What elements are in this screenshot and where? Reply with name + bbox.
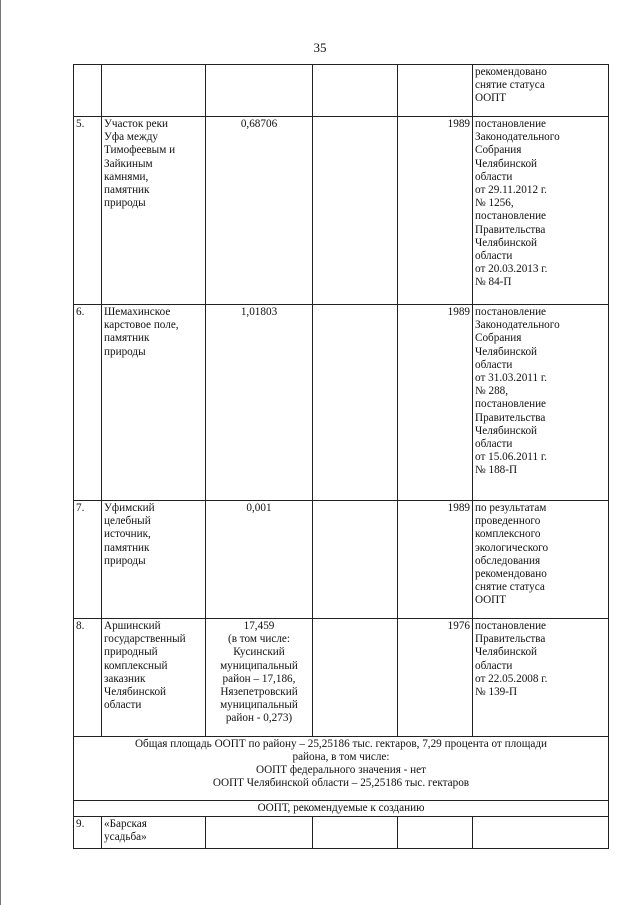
cell-year	[398, 817, 473, 849]
summary-row	[74, 737, 609, 801]
basis-line: рекомендовано	[475, 568, 547, 581]
area-line: 1,01803	[240, 306, 278, 318]
summary-line: района, в том числе:	[292, 751, 390, 763]
cell-num: 9.	[74, 817, 102, 849]
cell-basis	[473, 619, 609, 737]
name-line: области	[104, 699, 142, 712]
name-line: государственный	[104, 633, 186, 646]
cell-num: 8.	[74, 619, 102, 737]
area-line: муниципальный	[220, 659, 298, 672]
name-line: природы	[104, 345, 146, 358]
basis-line: № 288,	[475, 385, 509, 398]
basis-line: ООПТ	[475, 594, 507, 607]
cell-basis	[473, 117, 609, 305]
basis-line: № 1256,	[475, 197, 514, 210]
table-row	[74, 305, 609, 501]
basis-line: области	[475, 438, 513, 451]
cell-year: 1989	[398, 501, 473, 619]
basis-line: области	[475, 170, 513, 183]
basis-line: Челябинской	[475, 424, 538, 437]
basis-line: Правительства	[475, 633, 546, 646]
cell-empty	[313, 117, 398, 305]
cell-year: 1976	[398, 619, 473, 737]
cell-basis	[473, 305, 609, 501]
basis-line: проведенного	[475, 515, 541, 528]
cell-empty	[313, 305, 398, 501]
cell-area	[206, 117, 313, 305]
name-line: источник,	[104, 528, 151, 541]
cell-num: 6.	[74, 305, 102, 501]
basis-line: Законодательного	[475, 131, 560, 144]
cell-num: 5.	[74, 117, 102, 305]
basis-line: постановление	[475, 210, 547, 223]
summary-line: ООПТ федерального значения - нет	[255, 764, 426, 776]
basis-line: Челябинской	[475, 646, 538, 659]
name-line: природы	[104, 197, 146, 210]
basis-line: постановление	[475, 398, 547, 411]
table-row-continuation	[74, 65, 609, 117]
name-line: Челябинской	[104, 686, 167, 699]
basis-line: Челябинской	[475, 157, 538, 170]
basis-line: области	[475, 659, 513, 672]
basis-line: № 139-П	[475, 686, 518, 699]
cell-basis	[473, 817, 609, 849]
cell-empty	[313, 501, 398, 619]
cell-area	[206, 65, 313, 117]
basis-line: ООПТ	[475, 92, 507, 105]
table-row	[74, 501, 609, 619]
cell-num	[74, 65, 102, 117]
name-line: камнями,	[104, 170, 149, 183]
name-line: природы	[104, 554, 146, 567]
basis-line: Челябинской	[475, 236, 538, 249]
cell-name	[102, 65, 206, 117]
basis-line: от 20.03.2013 г.	[475, 263, 548, 276]
cell-basis	[473, 501, 609, 619]
name-line: «Барская	[104, 818, 147, 831]
name-line: карстовое поле,	[104, 319, 179, 332]
basis-line: экологического	[475, 541, 549, 554]
name-line: природный	[104, 646, 158, 659]
name-line: Уфимский	[104, 502, 155, 514]
cell-name	[102, 619, 206, 737]
basis-line: от 15.06.2011 г.	[475, 451, 547, 464]
basis-line: постановление	[475, 118, 547, 130]
cell-year: 1989	[398, 305, 473, 501]
summary-line: Общая площадь ООПТ по району – 25,25186 тыс. гектаров, 7,29 процента от площади	[134, 738, 548, 750]
scan-edge-line	[0, 0, 1, 905]
page-number: 35	[313, 40, 327, 55]
cell-name	[102, 817, 206, 849]
area-line: район - 0,273)	[225, 712, 293, 725]
protected-areas-table	[73, 64, 609, 849]
area-line: муниципальный	[220, 699, 298, 712]
name-line: усадьба»	[104, 831, 147, 844]
basis-line: Законодательного	[475, 319, 560, 332]
name-line: Шемахинское	[104, 306, 171, 318]
basis-line: Собрания	[475, 332, 522, 345]
basis-line: Правительства	[475, 411, 546, 424]
cell-basis	[473, 65, 609, 117]
name-line: памятник	[104, 184, 150, 197]
name-line: памятник	[104, 541, 150, 554]
basis-line: № 84-П	[475, 276, 512, 289]
basis-line: постановление	[475, 620, 547, 632]
basis-line: Челябинской	[475, 345, 538, 358]
cell-empty	[313, 65, 398, 117]
cell-year	[398, 65, 473, 117]
cell-area	[206, 817, 313, 849]
cell-empty	[313, 619, 398, 737]
cell-area	[206, 305, 313, 501]
table-row	[74, 619, 609, 737]
basis-line: № 188-П	[475, 464, 518, 477]
basis-line: от 31.03.2011 г.	[475, 372, 547, 385]
cell-empty	[313, 817, 398, 849]
cell-num: 7.	[74, 501, 102, 619]
name-line: Участок реки	[104, 118, 169, 130]
cell-year: 1989	[398, 117, 473, 305]
area-line: 0,001	[246, 502, 272, 514]
area-line: (в том числе:	[227, 633, 291, 646]
section-header-row	[74, 801, 609, 817]
area-line: Кусинский	[233, 646, 285, 659]
table-row	[74, 817, 609, 849]
basis-line: Собрания	[475, 144, 522, 157]
cell-name	[102, 501, 206, 619]
table-row	[74, 117, 609, 305]
name-line: Зайкиным	[104, 157, 153, 170]
basis-line: Правительства	[475, 223, 546, 236]
section-header: ООПТ, рекомендуемые к созданию	[74, 801, 609, 817]
basis-line: снятие статуса	[475, 581, 545, 594]
name-line: целебный	[104, 515, 151, 528]
cell-name	[102, 117, 206, 305]
basis-line: по результатам	[475, 502, 547, 514]
basis-line: комплексного	[475, 528, 541, 541]
basis-line: от 22.05.2008 г.	[475, 672, 548, 685]
name-line: комплексный	[104, 659, 168, 672]
basis-line: снятие статуса	[475, 79, 545, 92]
area-line: район – 17,186,	[222, 672, 296, 685]
basis-line: от 29.11.2012 г.	[475, 184, 547, 197]
name-line: Уфа между	[104, 131, 158, 144]
basis-line: области	[475, 358, 513, 371]
name-line: Аршинский	[104, 620, 161, 632]
name-line: памятник	[104, 332, 150, 345]
basis-line: рекомендовано	[475, 66, 547, 78]
name-line: заказник	[104, 672, 146, 685]
cell-area	[206, 501, 313, 619]
area-line: Нязепетровский	[220, 686, 298, 699]
area-line: 0,68706	[240, 118, 278, 130]
cell-area	[206, 619, 313, 737]
summary-line: ООПТ Челябинской области – 25,25186 тыс. гектаров	[212, 777, 470, 789]
basis-line: области	[475, 250, 513, 263]
area-line: 17,459	[243, 620, 275, 632]
basis-line: постановление	[475, 306, 547, 318]
name-line: Тимофеевым и	[104, 144, 176, 157]
cell-name	[102, 305, 206, 501]
summary-cell	[74, 737, 609, 801]
basis-line: обследования	[475, 554, 541, 567]
